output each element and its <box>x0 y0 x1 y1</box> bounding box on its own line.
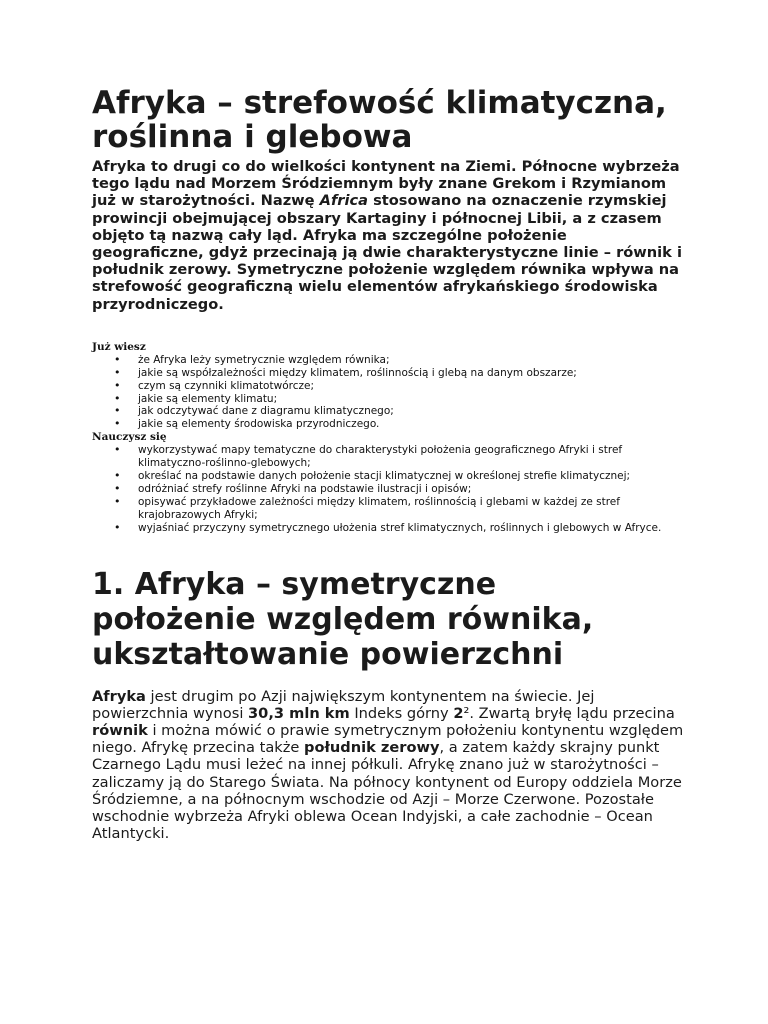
term-poludnik-zerowy: południk zerowy <box>304 739 440 757</box>
section-1-paragraph <box>92 688 692 843</box>
list-item: • że Afryka leży symetrycznie względem równika; <box>138 354 682 367</box>
body-text-part: i można mówić o prawie symetrycznym położeniu kontynentu względem niego. Afrykę przecina także <box>92 722 684 757</box>
lead-text-part1: Afryka to drugi co do wielkości kontynent na Ziemi. Północne wybrzeża tego lądu nad Morzem Śródziemnym były znane Grekom i Rzymianom już w starożytności. Nazwę <box>92 158 680 210</box>
page-title-line2: roślinna i glebowa <box>92 119 413 155</box>
already-know-heading: Już wiesz <box>92 340 146 353</box>
section-1-title <box>92 567 682 672</box>
list-item: • określać na podstawie danych położenie stacji klimatycznej w określonej strefie klimatycznej; <box>138 470 682 483</box>
lead-paragraph <box>92 158 682 313</box>
lead-text-part2: stosowano na oznaczenie rzymskiej prowincji obejmującej obszary Kartaginy i północnej Libii, a z czasem objęto tą nazwą cały ląd. Afryka ma szczególne położenie geograficzne, gdyż przecinają ją dwie charakterystyczne linie – równik i południk zerowy. Symetryczne położenie względem równika wpływa na strefowość geograficzną wielu elementów afrykańskiego środowiska przyrodniczego. <box>92 192 682 313</box>
list-item: • jakie są elementy klimatu; <box>138 393 682 406</box>
page-title <box>92 86 682 154</box>
body-text-part: Indeks górny <box>349 704 454 722</box>
already-know-list <box>92 354 682 431</box>
list-item: • wykorzystywać mapy tematyczne do charakterystyki położenia geograficznego Afryki i stref klimatyczno-roślinno-glebowych; <box>138 444 682 470</box>
page-title-line1: Afryka – strefowość klimatyczna, <box>92 85 667 121</box>
document-content <box>92 86 682 842</box>
list-item: • odróżniać strefy roślinne Afryki na podstawie ilustracji i opisów; <box>138 483 682 496</box>
term-superscript-index: 2 <box>453 704 464 722</box>
list-item: • opisywać przykładowe zależności między klimatem, roślinnością i glebami w każdej ze stref krajobrazowych Afryki; <box>138 496 682 522</box>
list-item: • jak odczytywać dane z diagramu klimatycznego; <box>138 405 682 418</box>
list-item: • czym są czynniki klimatotwórcze; <box>138 380 682 393</box>
term-rownik: równik <box>92 722 148 740</box>
term-area: 30,3 mln km <box>248 704 350 722</box>
list-item: • jakie są współzależności między klimatem, roślinnością i glebą na danym obszarze; <box>138 367 682 380</box>
term-afryka: Afryka <box>92 687 146 705</box>
section-1-title-line1: 1. Afryka – symetryczne <box>92 566 497 602</box>
section-1-title-line2: położenie względem równika, <box>92 601 594 637</box>
list-item: • jakie są elementy środowiska przyrodniczego. <box>138 418 682 431</box>
list-item: • wyjaśniać przyczyny symetrycznego ułożenia stref klimatycznych, roślinnych i glebowych w Afryce. <box>138 522 682 535</box>
will-learn-heading: Nauczysz się <box>92 431 167 444</box>
body-text-part: , a zatem każdy skrajny punkt Czarnego Lądu musi leżeć na innej półkuli. Afrykę znano już w starożytności – zaliczamy ją do Starego Świata. Na północy kontynent od Europy oddziela Morze Śródziemne, a na północnym wschodzie od Azji – Morze Czerwone. Pozostałe wschodnie wybrzeża Afryki oblewa Ocean Indyjski, a całe zachodnie – Ocean Atlantycki. <box>92 739 682 843</box>
will-learn-list <box>92 444 682 534</box>
body-text-part: ². Zwartą bryłę lądu przecina <box>463 704 675 722</box>
section-1-title-line3: ukształtowanie powierzchni <box>92 636 564 672</box>
objectives-box <box>92 341 682 535</box>
body-text-part: jest drugim po Azji największym kontynentem na świecie. Jej powierzchnia wynosi <box>92 687 595 722</box>
lead-africa-term: Africa <box>319 192 368 210</box>
